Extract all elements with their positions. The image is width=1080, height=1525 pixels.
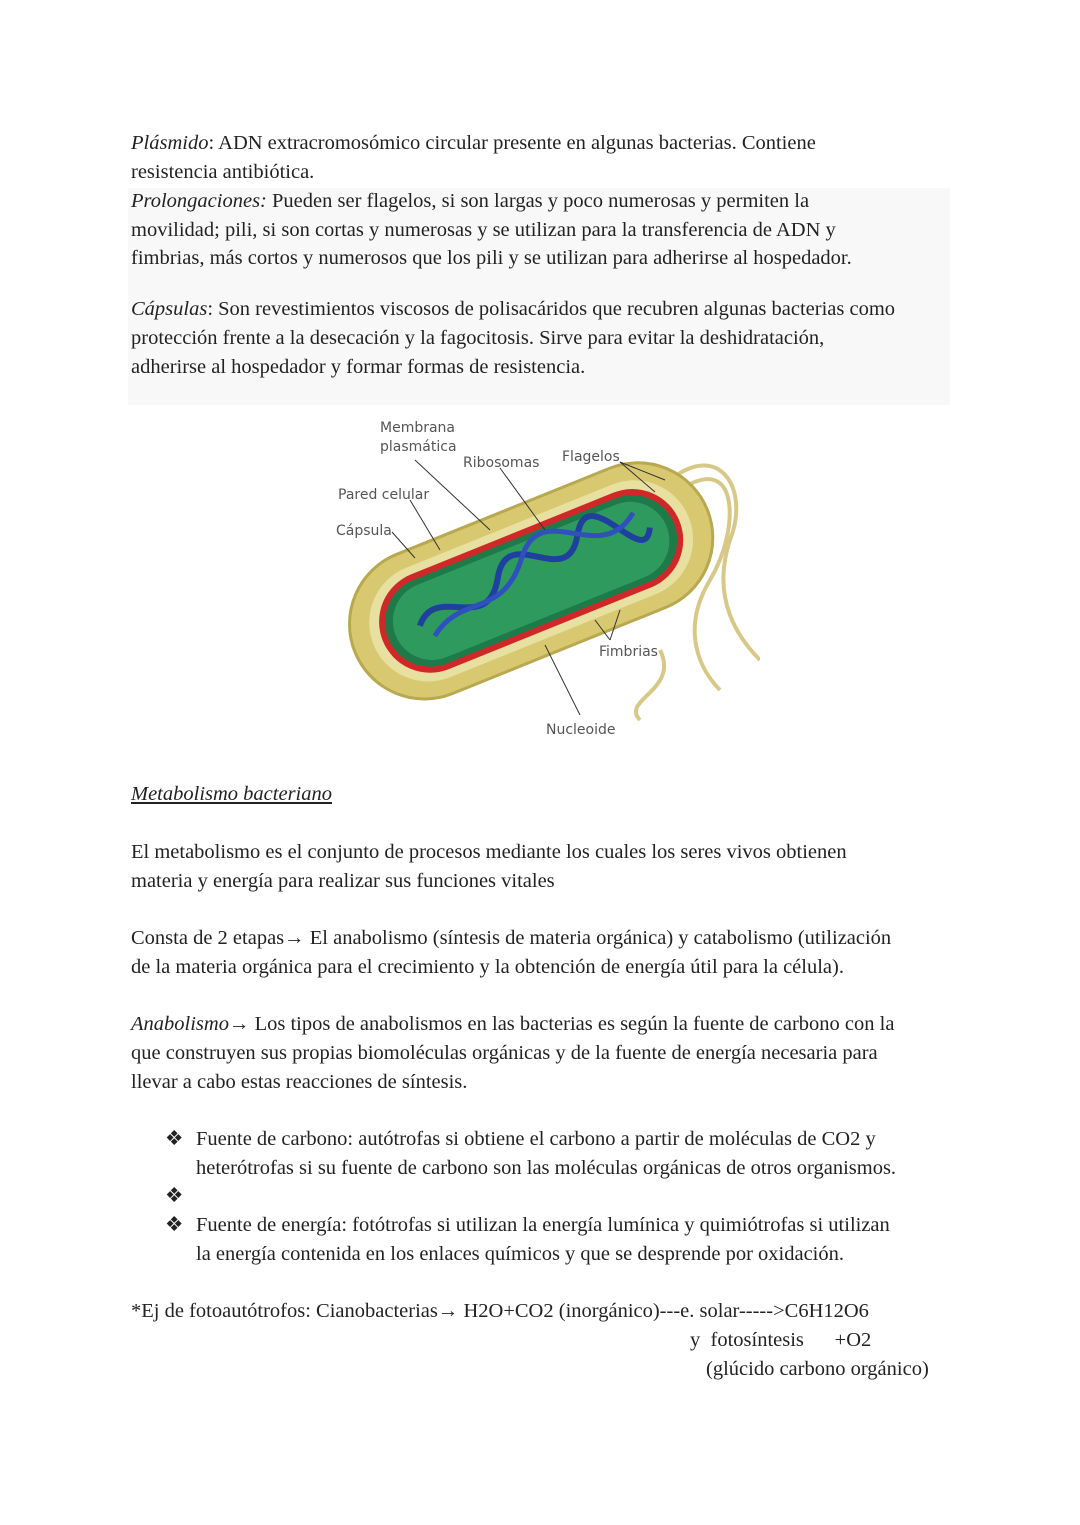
prolongaciones-line-2: movilidad; pili, si son cortas y numerosas y se utilizan para la transferencia de ADN y <box>131 219 836 241</box>
equation-line: *Ej de fotoautótrofos: Cianobacterias→ H2O+CO2 (inorgánico)---e. solar----->C6H12O6 <box>131 1300 869 1322</box>
cell-body <box>327 440 736 721</box>
bullet-text: Fuente de carbono: autótrofas si obtiene el carbono a partir de moléculas de CO2 y <box>196 1128 876 1150</box>
label-flagelos: Flagelos <box>562 449 620 465</box>
capsulas-line-1 <box>131 295 895 324</box>
paragraph-line: de la materia orgánica para el crecimiento y la obtención de energía útil para la célula). <box>131 956 844 978</box>
text: Pueden ser flagelos, si son largas y poco numerosas y permiten la <box>266 190 810 212</box>
label-fimbrias: Fimbrias <box>599 644 658 660</box>
bullet-icon: ❖ <box>165 1128 184 1150</box>
term: Cápsulas <box>131 298 208 320</box>
paragraph-line <box>131 1010 894 1039</box>
paragraph-line: llevar a cabo estas reacciones de síntesis. <box>131 1071 468 1093</box>
equation-line: (glúcido carbono orgánico) <box>706 1358 929 1380</box>
term: Anabolismo→ <box>131 1013 250 1035</box>
section-heading: Metabolismo bacteriano <box>131 783 332 805</box>
paragraph-line: Consta de 2 etapas→ El anabolismo (síntesis de materia orgánica) y catabolismo (utilización <box>131 927 892 949</box>
bullet-text: la energía contenida en los enlaces químicos y que se desprende por oxidación. <box>196 1243 845 1265</box>
label-membrana-line-2: plasmática <box>380 439 457 455</box>
equation-line: y fotosíntesis +O2 <box>690 1329 872 1351</box>
text: : Son revestimientos viscosos de polisacáridos que recubren algunas bacterias como <box>207 298 896 320</box>
capsulas-line-2: protección frente a la desecación y la fagocitosis. Sirve para evitar la deshidratación, <box>131 327 825 349</box>
bullet-icon: ❖ <box>165 1214 184 1236</box>
capsulas-line-3: adherirse al hospedador y formar formas de resistencia. <box>131 356 586 378</box>
plasmido-line-1 <box>131 129 816 158</box>
text: Los tipos de anabolismos en las bacterias es según la fuente de carbono con la <box>249 1013 895 1035</box>
label-membrana-line-1: Membrana <box>380 420 456 436</box>
bullet-text: Fuente de energía: fotótrofas si utilizan la energía lumínica y quimiótrofas si utilizan <box>196 1214 890 1236</box>
plasmido-line-2: resistencia antibiótica. <box>131 161 315 183</box>
label-ribosomas: Ribosomas <box>463 455 540 471</box>
label-capsula: Cápsula <box>336 523 392 539</box>
label-pared-celular: Pared celular <box>338 487 430 503</box>
label-nucleoide: Nucleoide <box>546 722 616 738</box>
term: Prolongaciones: <box>131 190 267 212</box>
prolongaciones-line-3: fimbrias, más cortos y numerosos que los pili y se utilizan para adherirse al hospedador. <box>131 247 852 269</box>
text: : ADN extracromosómico circular presente en algunas bacterias. Contiene <box>208 132 816 154</box>
paragraph-line: materia y energía para realizar sus funciones vitales <box>131 870 555 892</box>
prolongaciones-line-1 <box>131 187 809 216</box>
paragraph-line: que construyen sus propias biomoléculas orgánicas y de la fuente de energía necesaria para <box>131 1042 878 1064</box>
bullet-icon: ❖ <box>165 1185 184 1207</box>
bullet-text: heterótrofas si su fuente de carbono son las moléculas orgánicas de otros organismos. <box>196 1157 897 1179</box>
bacterium-diagram <box>320 410 760 750</box>
paragraph-line: El metabolismo es el conjunto de procesos mediante los cuales los seres vivos obtienen <box>131 841 847 863</box>
term: Plásmido <box>131 132 209 154</box>
